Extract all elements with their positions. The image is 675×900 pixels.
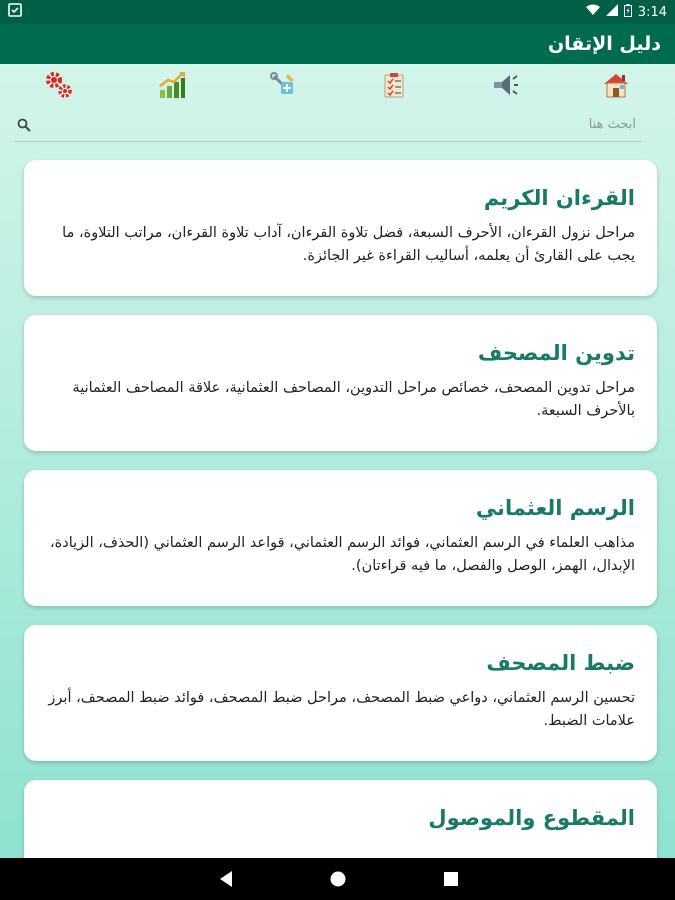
battery-icon: [624, 4, 632, 21]
home-icon[interactable]: [599, 68, 633, 102]
megaphone-icon[interactable]: [488, 68, 522, 102]
search-icon[interactable]: [14, 115, 34, 135]
search-bar: [14, 108, 642, 142]
status-bar: [0, 0, 675, 24]
main-content: [0, 64, 675, 858]
card-title: تدوين المصحف: [477, 341, 635, 365]
notification-icon: [8, 3, 22, 21]
signal-icon: [606, 4, 618, 20]
home-button-icon[interactable]: [328, 869, 348, 889]
system-navigation-bar: [0, 858, 675, 900]
wifi-icon: [586, 4, 600, 20]
topic-card-mushaf-writing[interactable]: [24, 315, 657, 451]
toolbar: [0, 64, 675, 104]
card-description: مذاهب العلماء في الرسم العثماني، فوائد الرسم العثماني، قواعد الرسم العثماني (الحذف، الزيادة، الإبدال، الهمز، الوصل والفصل، ما فيه قراءتان).: [49, 535, 635, 574]
tools-icon[interactable]: [266, 68, 300, 102]
topic-card-uthmani-script[interactable]: [24, 470, 657, 606]
card-description: مراحل نزول القرءان، الأحرف السبعة، فضل تلاوة القرءان، آداب تلاوة القرءان، مراتب التلاوة، ما يجب على القارئ أن يعلمه، أساليب القراءة غير الجائزة.: [62, 225, 635, 264]
back-icon[interactable]: [216, 869, 236, 889]
card-description: مراحل تدوين المصحف، خصائص مراحل التدوين، المصاحف العثمانية، علاقة المصاحف العثمانية بالأحرف السبعة.: [72, 380, 635, 419]
status-time: 3:14: [637, 4, 667, 20]
card-title: المقطوع والموصول: [428, 806, 635, 830]
search-input[interactable]: [34, 110, 642, 140]
growth-chart-icon[interactable]: [155, 68, 189, 102]
topic-card-mushaf-diacritics[interactable]: [24, 625, 657, 761]
settings-gears-icon[interactable]: [42, 68, 76, 102]
card-title: الرسم العثماني: [475, 496, 635, 520]
app-title: دليل الإتقان: [547, 33, 661, 55]
card-description: تحسين الرسم العثماني، دواعي ضبط المصحف، مراحل ضبط المصحف، فوائد ضبط المصحف، أبرز علامات الضبط.: [48, 690, 635, 729]
checklist-icon[interactable]: [377, 68, 411, 102]
topic-card-quran[interactable]: [24, 160, 657, 296]
app-bar: [0, 24, 675, 64]
card-title: القرءان الكريم: [483, 186, 635, 210]
recents-icon[interactable]: [441, 869, 461, 889]
topic-card-separated-connected[interactable]: [24, 780, 657, 858]
card-title: ضبط المصحف: [486, 651, 635, 675]
